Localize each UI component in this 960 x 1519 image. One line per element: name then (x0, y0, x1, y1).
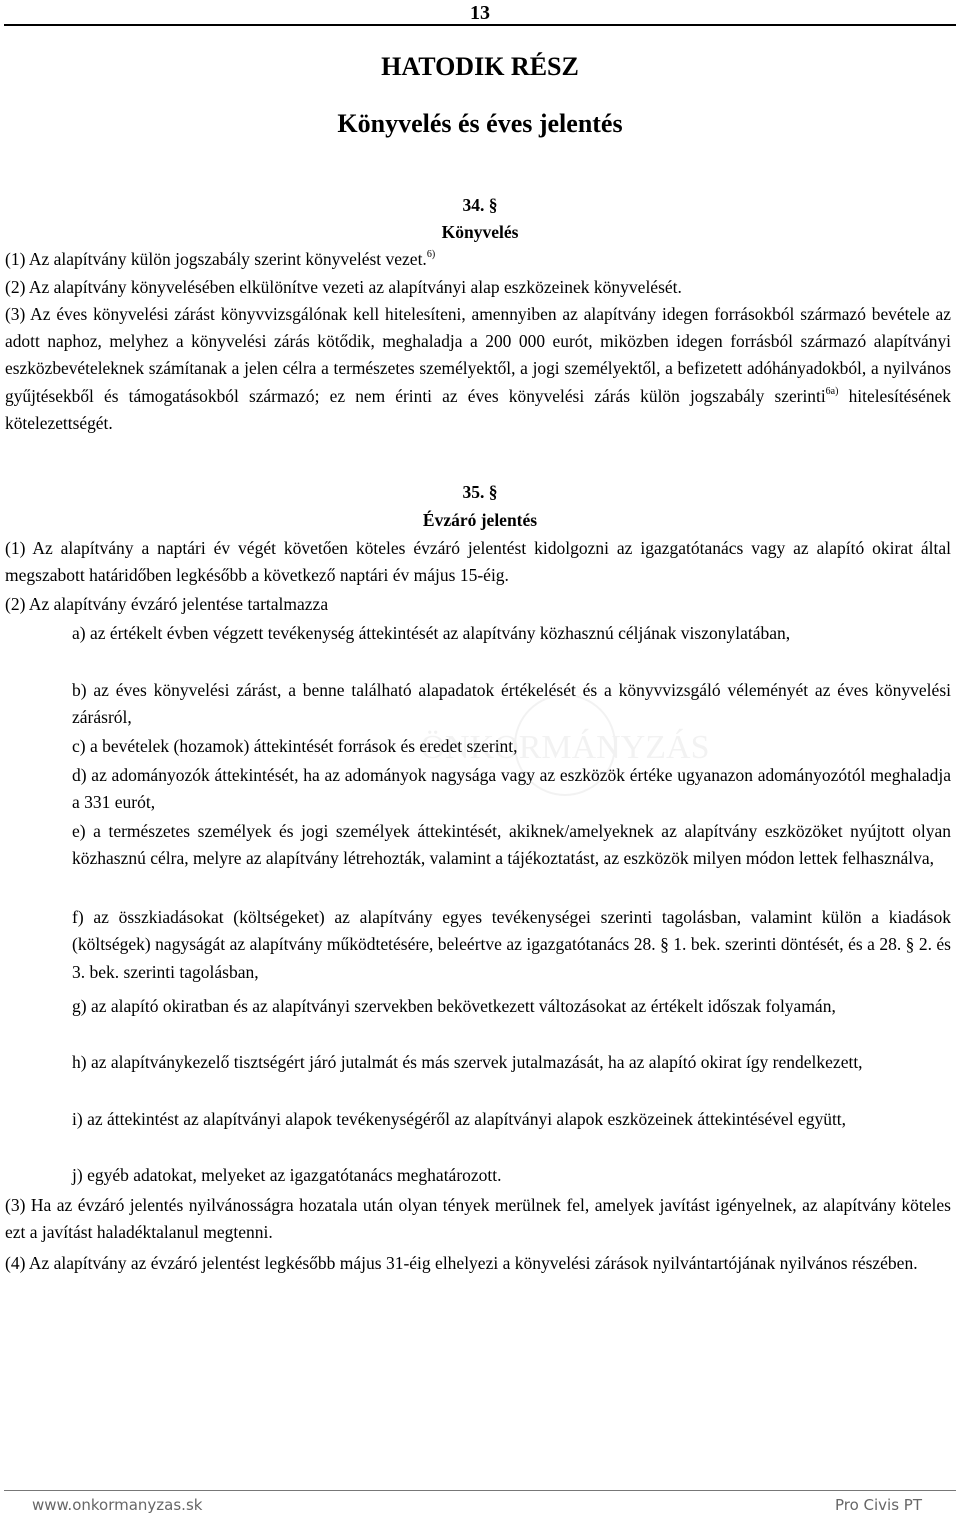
section-35-number: 35. § (462, 482, 498, 502)
list-item-i: i) az áttekintést az alapítványi alapok tevékenységéről az alapítványi alapok eszközeinek áttekintésével együtt, (72, 1109, 847, 1129)
section-35-paragraph-4: (4) Az alapítvány az évzáró jelentést legkésőbb május 31-éig elhelyezi a könyvelési zárások nyilvántartójának nyilvános részében. (5, 1253, 918, 1273)
footnote-ref-6[interactable]: 6) (426, 249, 436, 260)
section-35-paragraph-3: (3) Ha az évzáró jelentés nyilvánosságra hozatala után olyan tények merülnek fel, amelyek javítást igényelnek, az alapítvány köteles ezt a javítást haladéktalanul megtenni. (5, 1195, 951, 1243)
list-item-c: c) a bevételek (hozamok) áttekintését források és eredet szerint, (72, 736, 518, 756)
watermark-text: ÖNKORMÁNYZÁS (420, 729, 710, 766)
part-title: HATODIK RÉSZ (381, 52, 579, 81)
section-35-paragraph-2: (2) Az alapítvány évzáró jelentése tartalmazza (5, 594, 329, 614)
section-34-paragraph-3-text-b: hitelesítésének kötelezettségét. (5, 385, 951, 433)
list-item-a: a) az értékelt évben végzett tevékenység áttekintését az alapítvány közhasznú céljának viszonylatában, (72, 623, 791, 643)
footer-publisher: Pro Civis PT (834, 1496, 922, 1514)
section-34-number: 34. § (462, 195, 498, 215)
section-34-paragraph-1-text: (1) Az alapítvány külön jogszabály szerint könyvelést vezet. (5, 249, 427, 269)
footnote-ref-6a[interactable]: 6a) (825, 385, 839, 397)
section-35-paragraph-1: (1) Az alapítvány a naptári év végét követően köteles évzáró jelentést kidolgozni az igazgatótanács vagy az alapító okirat által megszabott határidőben legkésőbb a következő naptári év május 15-éig. (5, 538, 951, 586)
section-34-paragraph-3 (5, 301, 951, 437)
section-34-paragraph-3-text-a: (3) Az éves könyvelési zárást könyvvizsgálónak kell hitelesíteni, amennyiben az alapítvány idegen forrásokból származó bevétele az adott naphoz, melyhez a könyvelési zárás kötődik, meghaladja a 200 000 eurót, miközben idegen forrásból származó alapítványi eszközbevételeknek számítanak a jelen célra a természetes személyektől, a jogi személyektől, a befizetett adóhányadokból, a nyilvános gyűjtésekből és támogatásokból származó; ez nem érinti az éves könyvelési zárás külön jogszabály szerinti (5, 304, 951, 406)
list-item-j: j) egyéb adatokat, melyeket az igazgatótanács meghatározott. (72, 1165, 502, 1185)
section-35-title: Évzáró jelentés (422, 510, 538, 530)
section-34-paragraph-2: (2) Az alapítvány könyvelésében elkülönítve vezeti az alapítványi alap eszközeinek könyvelését. (5, 277, 682, 297)
list-item-b: b) az éves könyvelési zárást, a benne található alapadatok értékelését és a könyvvizsgáló véleményét az éves könyvelési zárásról, (72, 680, 951, 728)
section-34-title: Könyvelés (441, 222, 519, 242)
list-item-d: d) az adományozók áttekintését, ha az adományok nagysága vagy az eszközök értéke ugyanazon adományozótól meghaladja a 331 eurót, (72, 765, 951, 813)
page-number: 13 (470, 2, 490, 24)
footer-website-link[interactable]: www.onkormanyzas.sk (32, 1496, 203, 1514)
list-item-g: g) az alapító okiratban és az alapítványi szervekben bekövetkezett változásokat az értékelt időszak folyamán, (72, 996, 836, 1016)
list-item-f: f) az összkiadásokat (költségeket) az alapítvány egyes tevékenységei szerinti tagolásban, valamint külön a kiadások (költségek) nagyságát az alapítvány működtetésére, beleértve az igazgatótanács 28. § 1. bek. szerinti döntését, és a 28. § 2. és 3. bek. szerinti tagolásban, (72, 907, 951, 982)
list-item-e: e) a természetes személyek és jogi személyek áttekintését, akiknek/amelyeknek az alapítvány eszközöket nyújtott olyan közhasznú célra, melyre az alapítvány létrehozták, valamint a tájékoztatást, az eszközök milyen módon lettek felhasználva, (72, 821, 951, 869)
footer-rule (4, 1490, 956, 1491)
part-subtitle: Könyvelés és éves jelentés (337, 109, 623, 138)
header-rule (4, 24, 956, 26)
list-item-h: h) az alapítványkezelő tisztségért járó jutalmát és más szervek jutalmazását, ha az alapító okirat így rendelkezett, (72, 1052, 863, 1072)
section-34-paragraph-1 (5, 246, 951, 273)
